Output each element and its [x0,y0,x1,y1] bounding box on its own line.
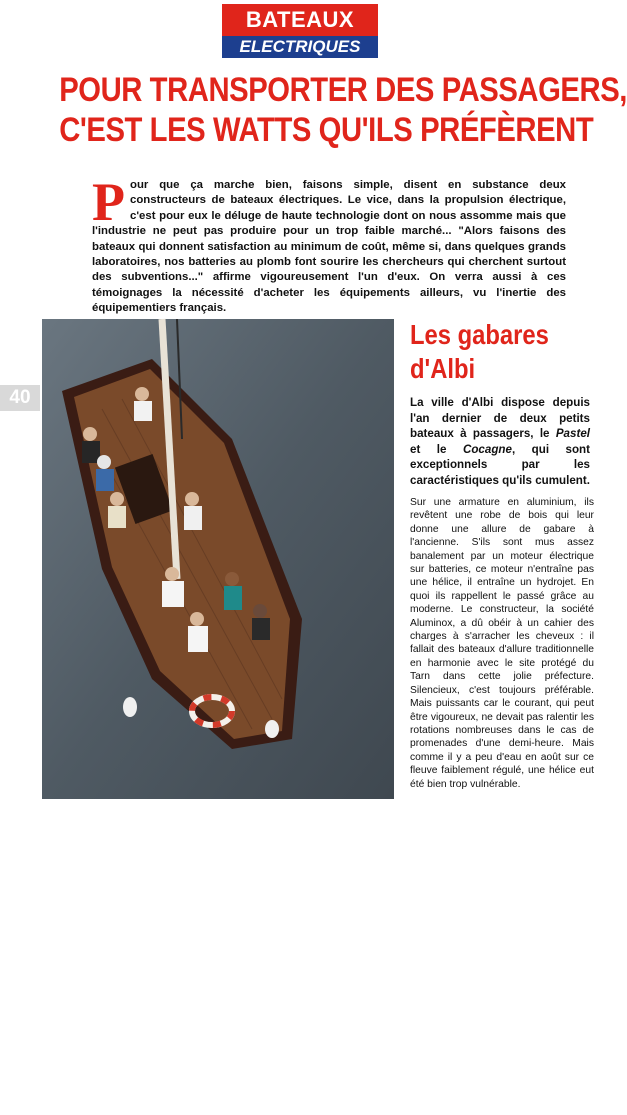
rubric-title: BATEAUX [222,4,378,36]
section-rubric [222,4,378,58]
body-paragraph: Sur une armature en aluminium, ils revêtent une robe de bois qui leur donne une allure de gabare à l'ancienne. S'ils sont mus assez banalement par un moteur électrique sur batteries, ce moteur n'entraîne pas une hélice, il entraîne un hydrojet. En quoi ils rappellent le passé grâce au moderne. Le constructeur, la société Aluminox, a dû obéir à un cahier des charges à s'arracher les cheveux : il fallait des bateaux d'allure traditionnelle en harmonie avec le site protégé du Tarn dans cette jolie préfecture. Silencieux, c'est toujours préférable. Mais puissants car le courant, qui peut être vigoureux, ne devait pas ralentir les rotations nombreuses dans le cas de promenades d'une demi-heure. Mais comme il y a peu d'eau en août sur ce fleuve faiblement régulé, une hélice eut été bien trop vulnérable. [410,497,594,790]
photo-credit: Photos Ville d'Albi [418,1051,427,1115]
drop-cap: P [92,172,125,232]
rubric-subtitle: ELECTRIQUES [222,36,378,58]
intro-text-3: , qui sont exceptionnels par les caractéristiques qu'ils cumulent. [410,442,590,487]
lead-text: our que ça marche bien, faisons simple, disent en substance deux constructeurs de bateaux électriques. Le vice, dans la propulsion électrique, c'est pour eux le déluge de haute technologie dont on nous assomme mais que l'industrie ne peut pas produire pour un trop faible marché... "Alors faisons des bateaux qui donnent satisfaction au minimum de coût, même si, dans quelques grands laboratoires, nos batteries au plomb font sourire les chercheurs qui cherchent surtout des subventions..." affirme vigoureusement l'un d'eux. On verra aussi à ces témoignages la nécessité d'acheter les équipements ailleurs, vu l'inertie des équipementiers français. [92,179,566,315]
intro-paragraph [410,395,590,489]
section-title [410,318,567,386]
boat-name-pastel: Pastel [555,427,590,441]
intro-text-2: et le [410,442,463,456]
headline-line-2: C'EST LES WATTS QU'ILS PRÉFÈRENT [59,111,594,149]
intro-text-1: La ville d'Albi dispose depuis l'an dernier de deux petits bateaux à passagers, le [410,396,590,441]
boat-illustration [42,319,394,799]
section-title-line-2: d'Albi [410,353,476,384]
section-title-line-1: Les gabares [410,319,549,350]
page-number: 40 [0,385,40,411]
headline-line-1: POUR TRANSPORTER DES PASSAGERS, [59,71,627,109]
boat-name-cocagne: Cocagne [462,442,512,456]
boat-photo [42,319,427,1115]
article-headline [59,70,627,150]
lead-paragraph [92,172,566,317]
